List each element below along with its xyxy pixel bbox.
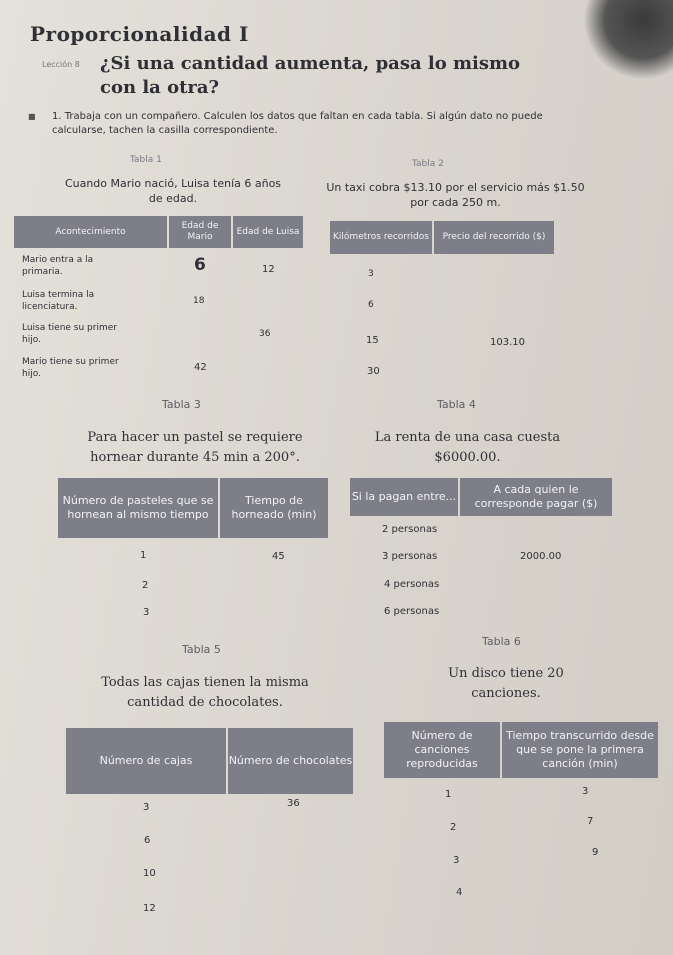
table-5-description: Todas las cajas tienen la misma cantidad de chocolates. — [101, 675, 309, 710]
table-5-row-1-chocolates: 36 — [287, 798, 300, 809]
table-1-row-1-luisa: 12 — [262, 264, 275, 275]
table-3-description: Para hacer un pastel se requiere hornear durante 45 min a 200°. — [87, 430, 303, 465]
table-1-row-1-mario: 6 — [194, 255, 206, 275]
table-6-row-2-time: 7 — [587, 816, 594, 827]
table-2-row-2-km: 6 — [368, 300, 374, 310]
table-1-row-1-event: Mario entra a la primaria. — [22, 255, 94, 277]
table-6-row-1-songs: 1 — [445, 789, 452, 800]
table-2-row-1-km: 3 — [368, 269, 374, 279]
table-4-header-pay: A cada quien le corresponde pagar ($) — [460, 478, 612, 516]
bullet-icon: ■ — [28, 112, 36, 121]
table-1-row-2-mario: 18 — [193, 296, 205, 306]
table-3-label: Tabla 3 — [162, 398, 201, 411]
table-5-header-chocolates: Número de chocolates — [228, 728, 353, 794]
table-5-header-boxes: Número de cajas — [66, 728, 226, 794]
table-2-label: Tabla 2 — [412, 159, 444, 169]
table-5-row-2-boxes: 6 — [144, 835, 151, 846]
table-4-row-4-people: 6 personas — [384, 606, 440, 617]
table-2-row-3-price: 103.10 — [490, 337, 525, 348]
table-2-header-km: Kilómetros recorridos — [330, 221, 432, 254]
table-6-description: Un disco tiene 20 canciones. — [448, 666, 564, 701]
table-6-row-1-time: 3 — [582, 786, 589, 797]
table-6-header-songs: Número de canciones reproducidas — [384, 722, 500, 778]
table-1-header-luisa: Edad de Luisa — [233, 216, 303, 248]
table-1-row-4-event: Mario tiene su primer hijo. — [22, 357, 119, 379]
page-title: Proporcionalidad I — [30, 22, 249, 46]
corner-shadow — [583, 0, 673, 80]
table-6-row-2-songs: 2 — [450, 822, 457, 833]
table-3-row-1-time: 45 — [272, 551, 285, 562]
table-4-row-1-people: 2 personas — [382, 524, 438, 535]
table-3-row-2-cakes: 2 — [142, 580, 149, 591]
table-1-description: Cuando Mario nació, Luisa tenía 6 años de edad. — [64, 177, 282, 205]
table-3-row-3-cakes: 3 — [143, 607, 150, 618]
table-6-row-3-time: 9 — [592, 847, 599, 858]
table-3-header-time: Tiempo de horneado (min) — [220, 478, 328, 538]
table-5-row-1-boxes: 3 — [143, 802, 150, 813]
table-1-row-2-event: Luisa termina la licenciatura. — [22, 290, 95, 312]
table-1-label: Tabla 1 — [130, 155, 162, 165]
table-5-row-4-boxes: 12 — [143, 903, 156, 914]
table-4-header-people: Si la pagan entre... — [350, 478, 458, 516]
table-1-row-3-luisa: 36 — [259, 329, 271, 339]
table-1-row-3-event: Luisa tiene su primer hijo. — [22, 323, 117, 345]
table-6-row-4-songs: 4 — [456, 887, 463, 898]
lesson-question: ¿Si una cantidad aumenta, pasa lo mismo con la otra? — [100, 53, 521, 98]
table-1-row-4-mario: 42 — [194, 362, 207, 373]
table-6-row-3-songs: 3 — [453, 855, 460, 866]
table-1-header-event: Acontecimiento — [14, 216, 167, 248]
table-2-description: Un taxi cobra $13.10 por el servicio más $1.50 por cada 250 m. — [326, 181, 585, 209]
table-6-label: Tabla 6 — [482, 635, 521, 648]
table-4-row-3-people: 4 personas — [384, 579, 440, 590]
table-2-row-4-km: 30 — [367, 366, 380, 377]
table-2-header-price: Precio del recorrido ($) — [434, 221, 554, 254]
table-3-row-1-cakes: 1 — [140, 550, 147, 561]
table-4-description: La renta de una casa cuesta $6000.00. — [374, 430, 561, 465]
table-4-row-2-people: 3 personas — [382, 551, 438, 562]
table-5-row-3-boxes: 10 — [143, 868, 156, 879]
table-6-header-time: Tiempo transcurrido desde que se pone la primera canción (min) — [502, 722, 658, 778]
table-5-label: Tabla 5 — [182, 643, 221, 656]
table-3-header-cakes: Número de pasteles que se hornean al mismo tiempo — [58, 478, 218, 538]
lesson-tag: Lección 8 — [42, 60, 80, 69]
table-4-row-2-pay: 2000.00 — [520, 551, 562, 562]
table-2-row-3-km: 15 — [366, 335, 379, 346]
table-1-header-mario: Edad de Mario — [169, 216, 231, 248]
instruction-text: 1. Trabaja con un compañero. Calculen los datos que faltan en cada tabla. Si algún dato no puede calcularse, tachen la casilla correspondiente. — [52, 111, 543, 136]
table-4-label: Tabla 4 — [437, 398, 476, 411]
